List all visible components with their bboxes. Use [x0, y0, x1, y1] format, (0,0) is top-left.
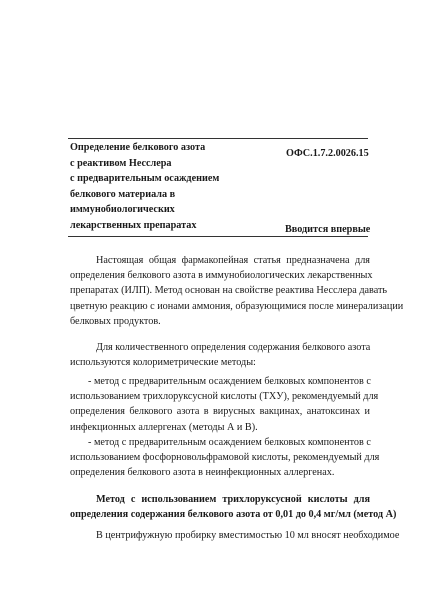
- procedure-paragraph: [70, 528, 400, 543]
- header-bottom-rule: [68, 236, 368, 237]
- paragraph-line: используются колориметрические методы:: [70, 357, 256, 369]
- header-top-rule: [68, 138, 368, 139]
- intro-paragraph: [70, 253, 404, 329]
- paragraph-line: - метод с предварительным осаждением белковых компонентов с: [88, 437, 371, 448]
- paragraph-line: В центрифужную пробирку вместимостью 10 мл вносят необходимое: [96, 530, 400, 541]
- paragraph-line: - метод с предварительным осаждением белковых компонентов с: [88, 376, 371, 387]
- heading-line: определения содержания белкового азота от 0,01 до 0,4 мг/мл (метод А): [70, 509, 397, 520]
- title-line-3: с предварительным осаждением: [70, 173, 220, 184]
- document-code: ОФС.1.7.2.0026.15: [286, 148, 369, 159]
- paragraph-line: определения белкового азота в вирусных вакцинах, анатоксинах и: [70, 406, 370, 418]
- paragraph-line: инфекционных аллергенах (методы А и В).: [70, 421, 258, 433]
- method-a-list-item: [70, 374, 379, 435]
- paragraph-line: Для количественного определения содержания белкового азота: [96, 342, 371, 353]
- paragraph-line: определения белкового азота в иммунобиологических лекарственных: [70, 270, 373, 282]
- title-line-6: лекарственных препаратах: [70, 220, 197, 231]
- method-b-list-item: [70, 435, 380, 481]
- paragraph-line: Настоящая общая фармакопейная статья предназначена для: [96, 255, 370, 266]
- paragraph-line: препаратах (ИЛП). Метод основан на свойстве реактива Несслера давать: [70, 285, 388, 297]
- paragraph-line: белковых продуктов.: [70, 315, 161, 327]
- heading-line: Метод с использованием трихлоруксусной кислоты для: [96, 494, 370, 505]
- title-line-2: с реактивом Несслера: [70, 158, 172, 169]
- paragraph-line: использованием трихлоруксусной кислоты (ТХУ), рекомендуемый для: [70, 391, 379, 403]
- methods-intro-paragraph: [70, 340, 370, 370]
- title-line-4: белкового материала в: [70, 189, 176, 200]
- title-line-1: Определение белкового азота: [70, 142, 206, 153]
- paragraph-line: определения белкового азота в неинфекционных аллергенах.: [70, 467, 335, 479]
- title-line-5: иммунобиологических: [70, 204, 175, 215]
- paragraph-line: цветную реакцию с ионами аммония, образующимися после минерализации: [70, 300, 404, 312]
- method-a-heading: [70, 492, 397, 522]
- introduction-note: Вводится впервые: [285, 224, 371, 235]
- paragraph-line: использованием фосфорновольфрамовой кислоты, рекомендуемый для: [70, 452, 380, 464]
